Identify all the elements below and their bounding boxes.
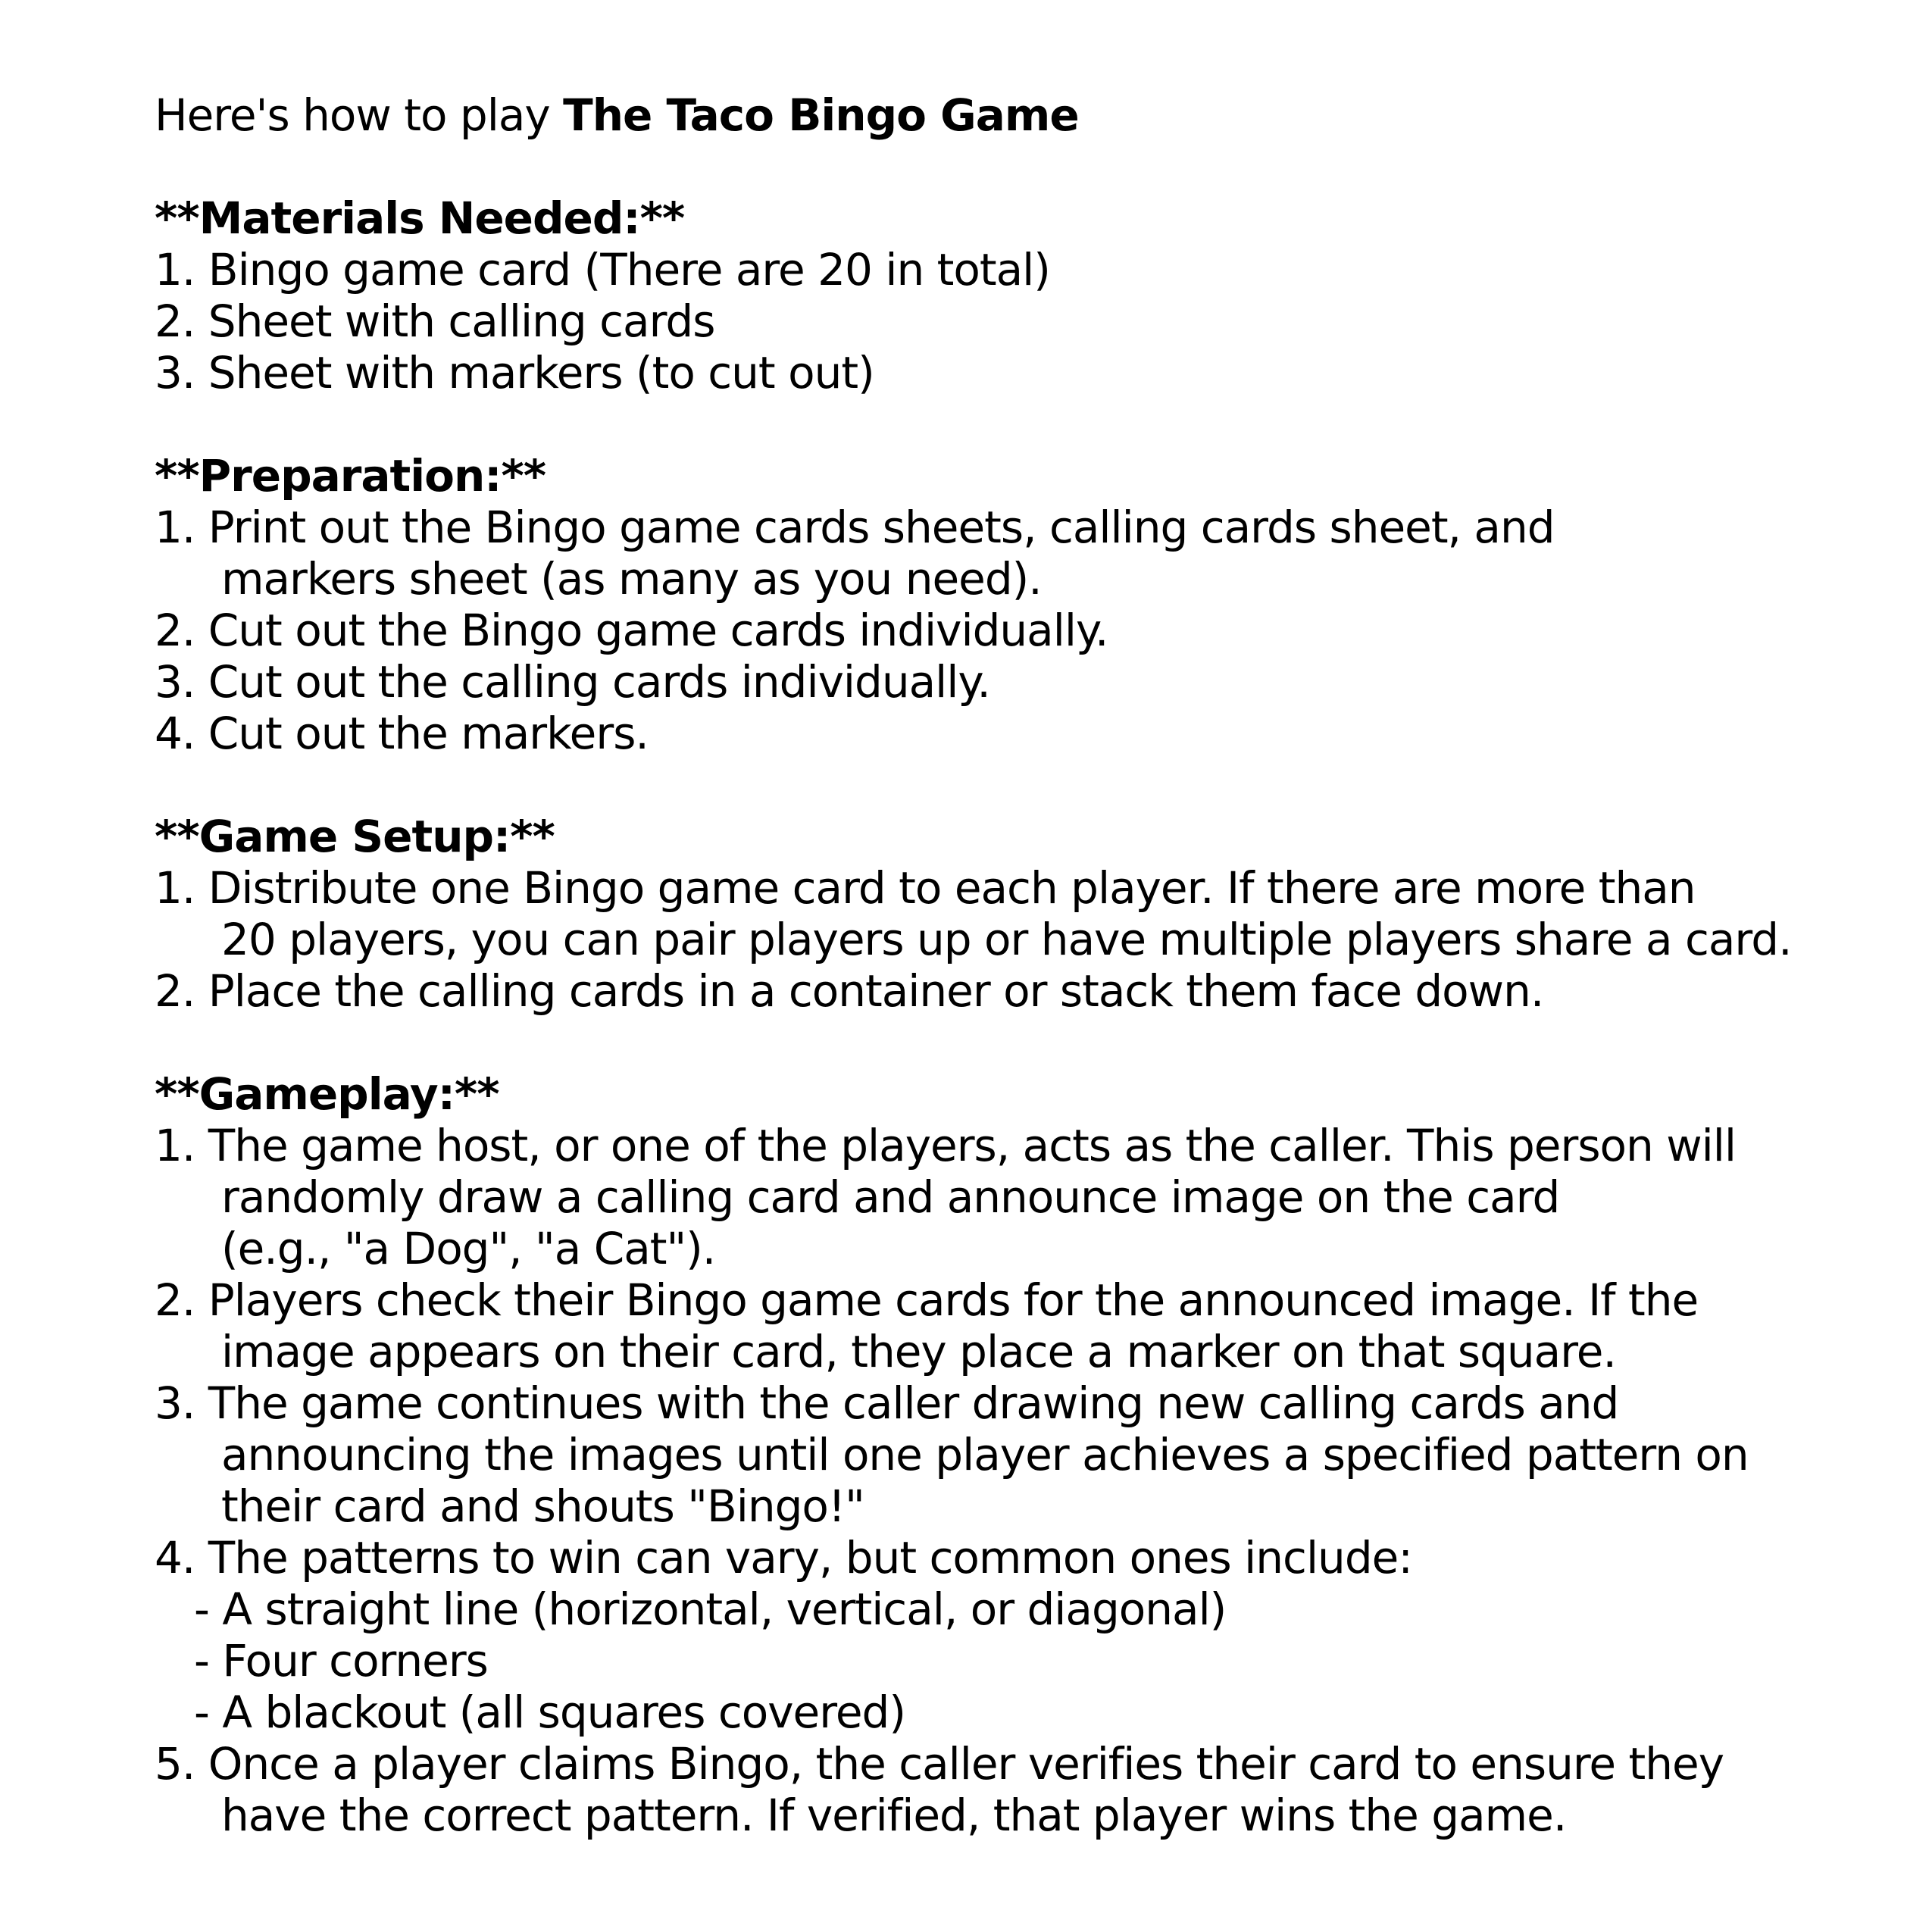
list-item-continuation: image appears on their card, they place a marker on that square.: [221, 1326, 1616, 1377]
pattern-item: - A straight line (horizontal, vertical, or diagonal): [194, 1583, 1227, 1635]
instructions-document: [155, 89, 1821, 1841]
list-item: 2. Sheet with calling cards: [155, 295, 715, 347]
list-item: 2. Players check their Bingo game cards for the announced image. If the: [155, 1274, 1699, 1326]
list-item: 4. Cut out the markers.: [155, 708, 649, 759]
gameplay-heading: **Gameplay:**: [155, 1068, 499, 1120]
list-item: 3. Cut out the calling cards individually.: [155, 656, 990, 708]
game-title: The Taco Bingo Game: [563, 89, 1079, 141]
setup-heading: **Game Setup:**: [155, 811, 555, 862]
intro-lead: Here's how to play: [155, 89, 564, 141]
list-item: 2. Place the calling cards in a container or stack them face down.: [155, 965, 1544, 1017]
list-item: 5. Once a player claims Bingo, the caller verifies their card to ensure they: [155, 1738, 1724, 1790]
list-item-continuation: 20 players, you can pair players up or have multiple players share a card.: [221, 914, 1792, 965]
list-item: 1. Print out the Bingo game cards sheets, calling cards sheet, and: [155, 502, 1555, 553]
list-item: 4. The patterns to win can vary, but common ones include:: [155, 1532, 1412, 1583]
gameplay-section: [155, 1068, 1821, 1841]
list-item: 3. Sheet with markers (to cut out): [155, 347, 874, 399]
list-item: 3. The game continues with the caller drawing new calling cards and: [155, 1377, 1619, 1429]
list-item: 1. Bingo game card (There are 20 in total): [155, 244, 1050, 295]
list-item-continuation: their card and shouts "Bingo!": [221, 1480, 864, 1532]
list-item: 1. The game host, or one of the players, acts as the caller. This person will: [155, 1120, 1737, 1171]
preparation-section: [155, 450, 1821, 759]
pattern-item: - Four corners: [194, 1635, 488, 1687]
preparation-heading: **Preparation:**: [155, 450, 546, 502]
pattern-item: - A blackout (all squares covered): [194, 1687, 905, 1738]
setup-section: [155, 811, 1821, 1017]
intro-line: [155, 89, 1821, 141]
list-item-continuation: have the correct pattern. If verified, that player wins the game.: [221, 1790, 1567, 1841]
list-item-continuation: announcing the images until one player achieves a specified pattern on: [221, 1429, 1749, 1480]
list-item-continuation: (e.g., "a Dog", "a Cat").: [221, 1223, 716, 1274]
list-item: 2. Cut out the Bingo game cards individually.: [155, 605, 1108, 656]
list-item-continuation: markers sheet (as many as you need).: [221, 553, 1042, 605]
materials-heading: **Materials Needed:**: [155, 192, 685, 244]
materials-section: [155, 192, 1821, 399]
list-item-continuation: randomly draw a calling card and announce image on the card: [221, 1171, 1560, 1223]
list-item: 1. Distribute one Bingo game card to each player. If there are more than: [155, 862, 1696, 914]
